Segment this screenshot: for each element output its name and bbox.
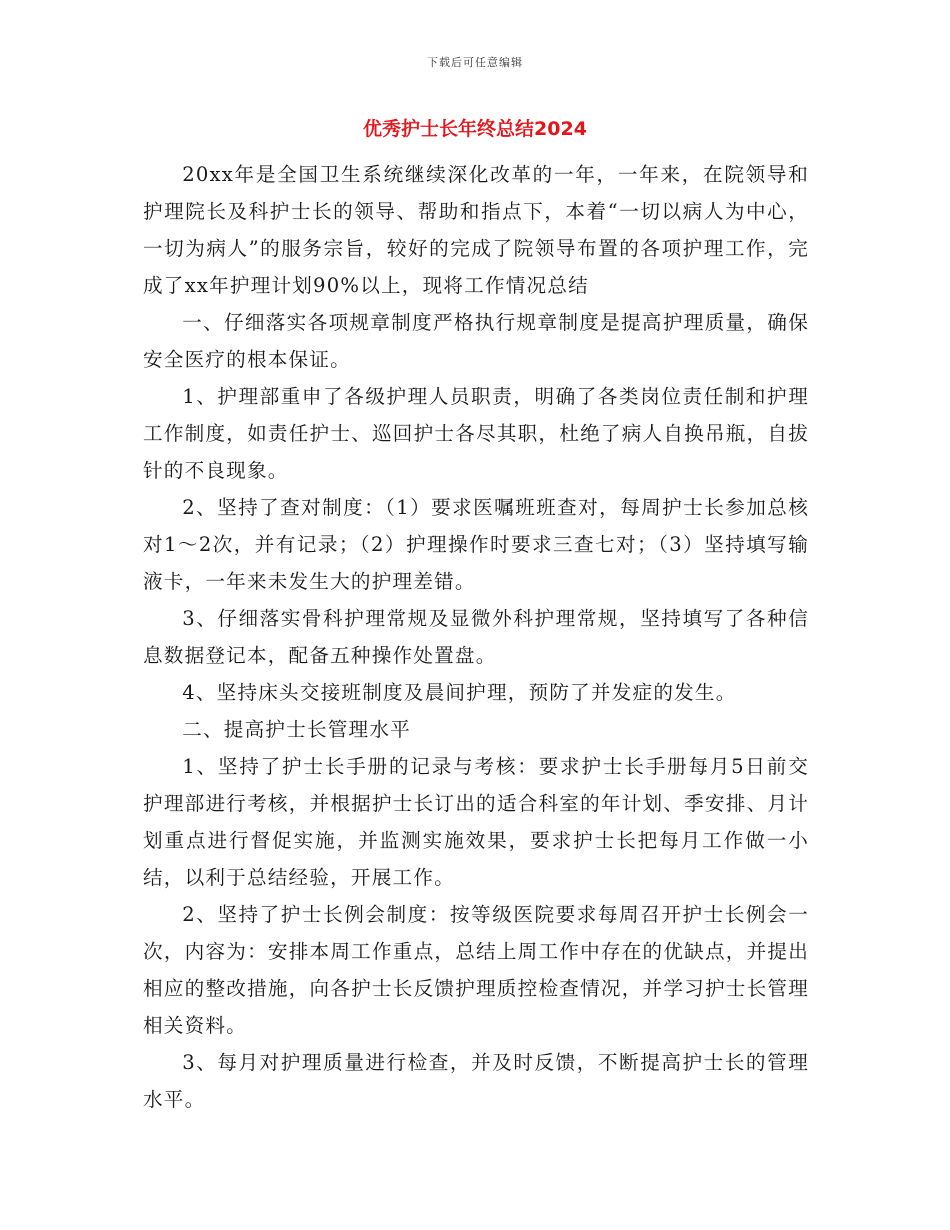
header-note: 下载后可任意编辑 [427, 56, 523, 69]
section-heading-1: 一、仔细落实各项规章制度严格执行规章制度是提高护理质量，确保安全医疗的根本保证。 [143, 311, 809, 371]
document-title: 优秀护士长年终总结2024 [363, 118, 587, 140]
paragraph-item: 4、坚持床头交接班制度及晨间护理，预防了并发症的发生。 [182, 681, 737, 704]
paragraph-item: 1、护理部重申了各级护理人员职责，明确了各类岗位责任制和护理工作制度，如责任护士、巡回护士各尽其职，杜绝了病人自换吊瓶，自拔针的不良现象。 [143, 385, 809, 482]
document-body [143, 156, 809, 1118]
paragraph-item: 1、坚持了护士长手册的记录与考核：要求护士长手册每月5日前交护理部进行考核，并根据护士长订出的适合科室的年计划、季安排、月计划重点进行督促实施，并监测实施效果，要求护士长把每月工作做一小结，以利于总结经验，开展工作。 [143, 755, 809, 889]
paragraph-item: 2、坚持了护士长例会制度：按等级医院要求每周召开护士长例会一次，内容为：安排本周工作重点，总结上周工作中存在的优缺点，并提出相应的整改措施，向各护士长反馈护理质控检查情况，并学习护士长管理相关资料。 [143, 903, 809, 1037]
paragraph-item: 3、每月对护理质量进行检查，并及时反馈，不断提高护士长的管理水平。 [143, 1051, 809, 1111]
paragraph-intro: 20xx年是全国卫生系统继续深化改革的一年，一年来，在院领导和护理院长及科护士长的领导、帮助和指点下，本着“一切以病人为中心，一切为病人”的服务宗旨，较好的完成了院领导布置的各项护理工作，完成了xx年护理计划90%以上，现将工作情况总结 [143, 163, 809, 297]
paragraph-item: 2、坚持了查对制度：（1）要求医嘱班班查对，每周护士长参加总核对1～2次，并有记录；（2）护理操作时要求三查七对；（3）坚持填写输液卡，一年来未发生大的护理差错。 [143, 496, 809, 593]
section-heading-2: 二、提高护士长管理水平 [182, 718, 411, 741]
paragraph-item: 3、仔细落实骨科护理常规及显微外科护理常规，坚持填写了各种信息数据登记本，配备五种操作处置盘。 [143, 607, 809, 667]
